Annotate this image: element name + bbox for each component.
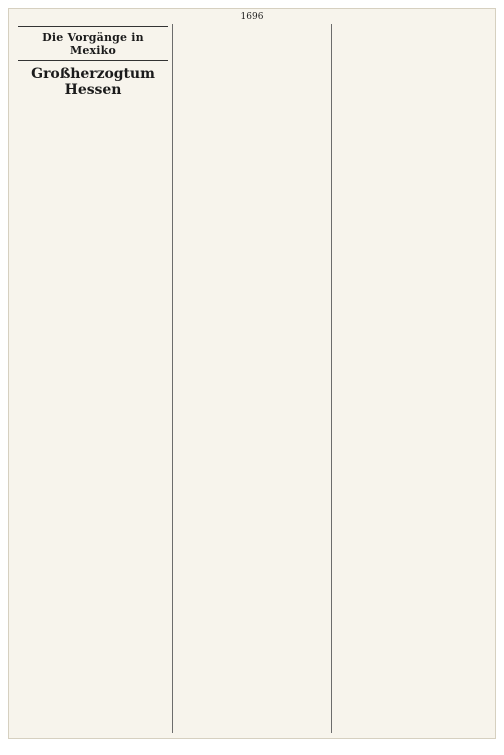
mexico-headline: Die Vorgänge in Mexiko xyxy=(42,31,144,57)
section-divider xyxy=(18,60,168,61)
page-number: 1696 xyxy=(240,12,264,22)
middle-column xyxy=(172,24,331,733)
article-columns xyxy=(14,24,490,733)
left-column xyxy=(14,24,172,733)
hessen-headline: Großherzogtum Hessen xyxy=(31,66,155,98)
right-column xyxy=(331,24,490,733)
section-divider xyxy=(18,26,168,27)
newspaper-page xyxy=(8,8,496,739)
